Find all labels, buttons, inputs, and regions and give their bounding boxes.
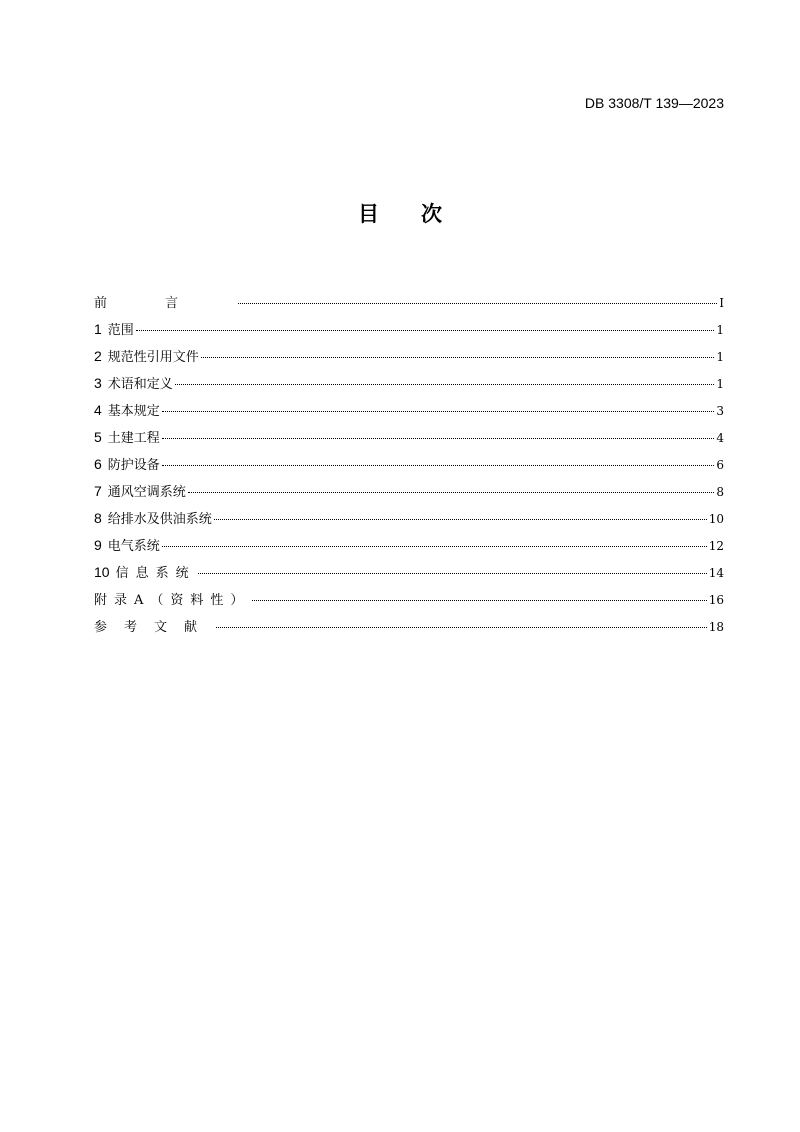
toc-entry-label: 通风空调系统 (107, 485, 186, 500)
toc-leader-dots (214, 519, 707, 520)
toc-entry-page: 3 (716, 404, 724, 418)
toc-entry-label: 术语和定义 (107, 377, 173, 392)
toc-entry-label: 土建工程 (107, 431, 160, 446)
toc-leader-dots (238, 303, 717, 304)
toc-leader-dots (136, 330, 715, 331)
toc-leader-dots (201, 357, 715, 358)
toc-entry-page: 6 (716, 458, 724, 472)
toc-entry-electrical[interactable] (94, 535, 724, 562)
toc-leader-dots (175, 384, 715, 385)
toc-leader-dots (216, 627, 707, 628)
toc-entry-label: 范围 (107, 323, 134, 338)
toc-entry-normative-references[interactable] (94, 346, 724, 373)
toc-entry-number: 1 (94, 321, 102, 337)
toc-leader-dots (252, 600, 706, 601)
toc-entry-scope[interactable] (94, 319, 724, 346)
toc-entry-protective-equipment[interactable] (94, 454, 724, 481)
table-of-contents (94, 292, 724, 643)
toc-leader-dots (188, 492, 715, 493)
toc-entry-number: 2 (94, 348, 102, 364)
toc-entry-label: 信息系统 (115, 566, 196, 581)
toc-entry-page: 18 (708, 620, 724, 634)
toc-entry-page: 8 (716, 485, 724, 499)
page-title: 目次 (358, 202, 484, 226)
toc-entry-basic-rules[interactable] (94, 400, 724, 427)
toc-entry-number: 9 (94, 537, 102, 553)
toc-entry-page: I (719, 296, 724, 310)
toc-entry-page: 1 (716, 350, 724, 364)
toc-entry-page: 1 (716, 377, 724, 391)
toc-entry-hvac[interactable] (94, 481, 724, 508)
toc-entry-number: 10 (94, 564, 110, 580)
toc-entry-number: 7 (94, 483, 102, 499)
toc-entry-label: 前言 (94, 296, 237, 311)
toc-entry-appendix-a[interactable] (94, 589, 724, 616)
toc-entry-page: 14 (708, 566, 724, 580)
toc-entry-number: 8 (94, 510, 102, 526)
toc-entry-page: 16 (708, 593, 724, 607)
toc-entry-label: 参考文献 (94, 620, 215, 635)
toc-leader-dots (162, 546, 707, 547)
toc-entry-label: 基本规定 (107, 404, 160, 419)
toc-entry-number: 3 (94, 375, 102, 391)
toc-entry-number: 4 (94, 402, 102, 418)
toc-leader-dots (198, 573, 707, 574)
toc-entry-bibliography[interactable] (94, 616, 724, 643)
toc-entry-number: 6 (94, 456, 102, 472)
toc-entry-terms[interactable] (94, 373, 724, 400)
toc-entry-civil-works[interactable] (94, 427, 724, 454)
toc-entry-label: 附录A（资料性） (94, 593, 251, 608)
toc-entry-page: 1 (716, 323, 724, 337)
toc-entry-page: 12 (708, 539, 724, 553)
toc-entry-water-oil[interactable] (94, 508, 724, 535)
toc-entry-foreword[interactable] (94, 292, 724, 319)
toc-leader-dots (162, 465, 715, 466)
document-code: DB 3308/T 139—2023 (584, 95, 724, 111)
toc-leader-dots (162, 411, 715, 412)
toc-entry-information-system[interactable] (94, 562, 724, 589)
toc-entry-page: 4 (716, 431, 724, 445)
toc-leader-dots (162, 438, 715, 439)
toc-entry-label: 电气系统 (107, 539, 160, 554)
toc-entry-number: 5 (94, 429, 102, 445)
toc-entry-label: 给排水及供油系统 (107, 512, 212, 527)
toc-entry-label: 规范性引用文件 (107, 350, 199, 365)
toc-entry-label: 防护设备 (107, 458, 160, 473)
toc-entry-page: 10 (708, 512, 724, 526)
